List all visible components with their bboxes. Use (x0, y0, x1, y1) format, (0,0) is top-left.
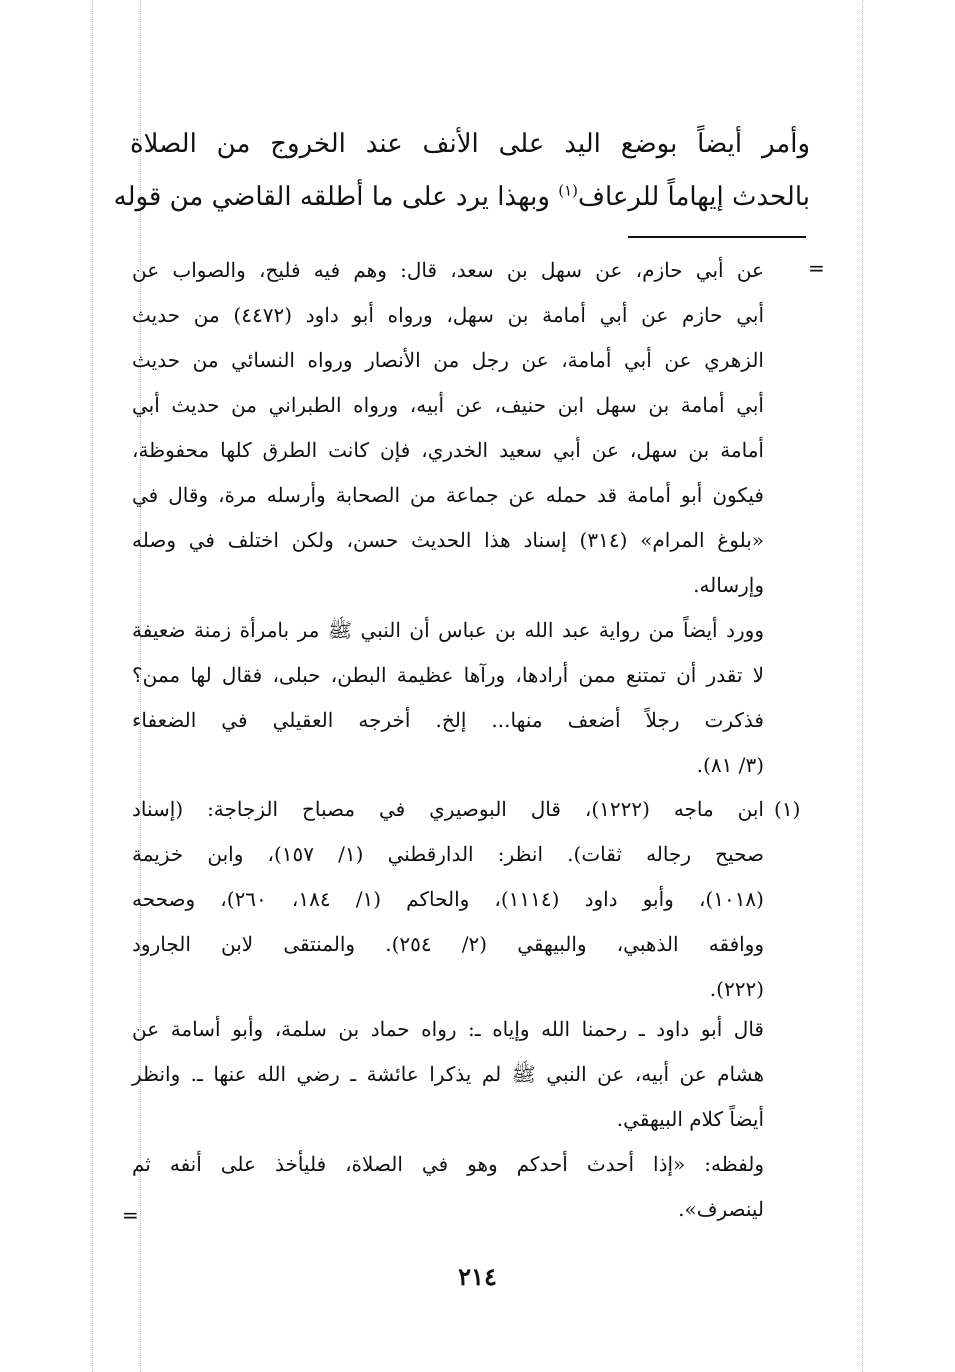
footnote-line: أيضاً كلام البيهقي. (616, 1107, 764, 1131)
footnote-line: ابن ماجه (١٢٢٢)، قال البوصيري في مصباح الزجاجة: (إسناد (132, 797, 764, 821)
footnote-line: أبي أمامة بن سهل ابن حنيف، عن أبيه، ورواه الطبراني من حديث أبي (132, 393, 764, 417)
footnote-paragraph-abbas (132, 608, 764, 788)
footnote-line: وإرساله. (693, 573, 764, 597)
footnote-paragraph-abu-dawud (132, 1007, 764, 1142)
footnote-line: قال أبو داود ـ رحمنا الله وإياه ـ: رواه حماد بن سلمة، وأبو أسامة عن (132, 1017, 764, 1041)
footnote-line: (٢٢٢). (709, 977, 764, 1001)
continuation-mark-bottom: = (122, 1203, 139, 1227)
footnote-line: ولفظه: «إذا أحدث أحدكم وهو في الصلاة، فليأخذ على أنفه ثم (132, 1152, 764, 1176)
footnote-line: لا تقدر أن تمتنع ممن أرادها، ورآها عظيمة البطن، حبلى، فقال لها ممن؟ (132, 663, 764, 687)
footnote-line: هشام عن أبيه، عن النبي ﷺ لم يذكرا عائشة ـ رضي الله عنها ـ. وانظر (132, 1062, 764, 1086)
main-text (113, 118, 810, 224)
footnote-line: أمامة بن سهل، عن أبي سعيد الخدري، فإن كانت الطرق كلها محفوظة، (132, 438, 764, 462)
footnote-line: فيكون أبو أمامة قد حمله عن جماعة من الصحابة وأرسله مرة، وقال في (132, 483, 764, 507)
footnote-line: (١٠١٨)، وأبو داود (١١١٤)، والحاكم (١/ ١٨٤، ٢٦٠)، وصححه (132, 887, 764, 911)
scan-margin-line-right (862, 0, 863, 1372)
footnote-paragraph-wording (132, 1142, 764, 1232)
footnote-line: عن أبي حازم، عن سهل بن سعد، قال: وهم فيه فليح، والصواب عن (132, 258, 764, 282)
footnote-separator-rule (628, 236, 806, 238)
footnote-1 (132, 787, 764, 1012)
footnote-line: «بلوغ المرام» (٣١٤) إسناد هذا الحديث حسن، ولكن اختلف في وصله (132, 528, 764, 552)
footnote-continuation-block (132, 248, 764, 608)
page-number: ٢١٤ (458, 1262, 497, 1291)
footnote-line: (٣/ ٨١). (696, 753, 764, 777)
main-line-1: وأمر أيضاً بوضع اليد على الأنف عند الخروج من الصلاة (130, 129, 810, 159)
footnote-number-1: (١) (774, 797, 801, 821)
main-line-2-rest: وبهذا يرد على ما أطلقه القاضي من قوله (113, 182, 559, 212)
footnote-line: فذكرت رجلاً أضعف منها... إلخ. أخرجه العقيلي في الضعفاء (132, 708, 764, 732)
footnote-line: أبي حازم عن أبي أمامة بن سهل، ورواه أبو داود (٤٤٧٢) من حديث (132, 303, 764, 327)
footnote-reference: (١) (558, 181, 578, 200)
footnote-line: لينصرف». (678, 1197, 764, 1221)
main-line-2 (113, 171, 810, 224)
main-line-2-start: بالحدث إيهاماً للرعاف (578, 182, 810, 212)
footnote-line: الزهري عن أبي أمامة، عن رجل من الأنصار ورواه النسائي من حديث (132, 348, 764, 372)
footnote-line: ووافقه الذهبي، والبيهقي (٢/ ٢٥٤). والمنتقى لابن الجارود (132, 932, 764, 956)
footnote-line: وورد أيضاً من رواية عبد الله بن عباس أن النبي ﷺ مر بامرأة زمنة ضعيفة (132, 618, 764, 642)
footnote-line: صحيح رجاله ثقات). انظر: الدارقطني (١/ ١٥٧)، وابن خزيمة (132, 842, 764, 866)
scan-margin-line-left (92, 0, 93, 1372)
continuation-mark-top: = (808, 256, 825, 280)
